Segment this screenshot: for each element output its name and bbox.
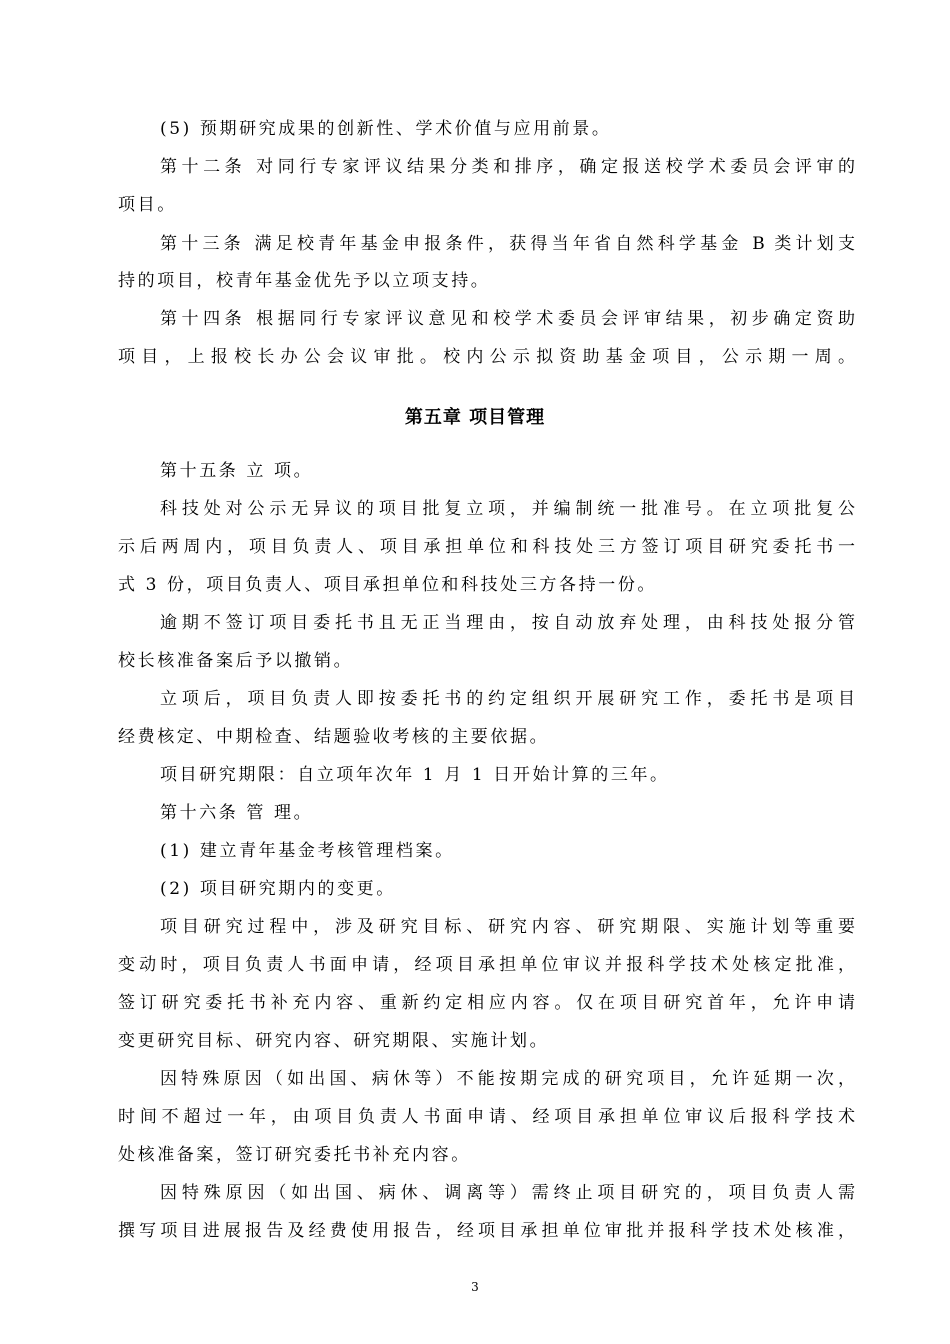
article-15-heading: 第十五条 立 项。 [160,461,314,481]
paragraph-line: 经费核定、中期检查、结题验收考核的主要依据。 [118,727,550,747]
article-13-line-2: 持的项目，校青年基金优先予以立项支持。 [118,271,491,291]
article-13-line-1: 第十三条 满足校青年基金申报条件，获得当年省自然科学基金 B 类计划支 [160,234,855,254]
paragraph-line: 科技处对公示无异议的项目批复立项，并编制统一批准号。在立项批复公 [160,499,855,519]
article-14-line-2: 项目，上报校长办公会议审批。校内公示拟资助基金项目，公示期一周。 [118,347,855,367]
paragraph-line: 因特殊原因（如出国、病休等）不能按期完成的研究项目，允许延期一次， [160,1069,855,1089]
paragraph-line: 撰写项目进展报告及经费使用报告，经项目承担单位审批并报科学技术处核准， [118,1221,855,1241]
paragraph-line: 变更研究目标、研究内容、研究期限、实施计划。 [118,1031,550,1051]
paragraph-line: 处核准备案，签订研究委托书补充内容。 [118,1145,471,1165]
article-16-heading: 第十六条 管 理。 [160,803,314,823]
list-item: (2) 项目研究期内的变更。 [160,879,396,899]
paragraph-line: 变动时，项目负责人书面申请，经项目承担单位审议并报科学技术处核定批准， [118,955,855,975]
page-number: 3 [471,1280,479,1294]
article-14-line-1: 第十四条 根据同行专家评议意见和校学术委员会评审结果，初步确定资助 [160,309,855,329]
paragraph-line: 项目研究过程中，涉及研究目标、研究内容、研究期限、实施计划等重要 [160,917,855,937]
paragraph-line: 示后两周内，项目负责人、项目承担单位和科技处三方签订项目研究委托书一 [118,537,855,557]
paragraph-line: 立项后，项目负责人即按委托书的约定组织开展研究工作，委托书是项目 [160,689,855,709]
paragraph-line: 项目研究期限：自立项年次年 1 月 1 日开始计算的三年。 [160,765,670,785]
paragraph-line: 逾期不签订项目委托书且无正当理由，按自动放弃处理，由科技处报分管 [160,613,855,633]
chapter-heading: 第五章 项目管理 [404,407,546,428]
paragraph-line: 时间不超过一年，由项目负责人书面申请、经项目承担单位审议后报科学技术 [118,1107,855,1127]
list-item: (1) 建立青年基金考核管理档案。 [160,841,455,861]
paragraph-line: 签订研究委托书补充内容、重新约定相应内容。仅在项目研究首年，允许申请 [118,993,855,1013]
item-5-line: (5) 预期研究成果的创新性、学术价值与应用前景。 [160,119,612,139]
paragraph-line: 式 3 份，项目负责人、项目承担单位和科技处三方各持一份。 [118,575,658,595]
paragraph-line: 校长核准备案后予以撤销。 [118,651,354,671]
article-12-line-2: 项目。 [118,195,177,215]
paragraph-line: 因特殊原因（如出国、病休、调离等）需终止项目研究的，项目负责人需 [160,1183,855,1203]
article-12-line-1: 第十二条 对同行专家评议结果分类和排序，确定报送校学术委员会评审的 [160,157,855,177]
